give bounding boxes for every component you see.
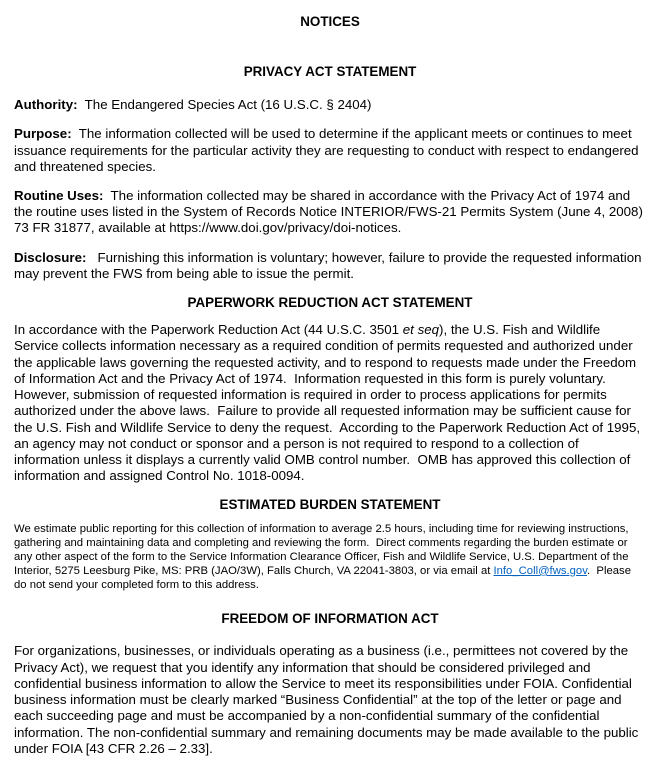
purpose-text: The information collected will be used to determine if the applicant meets or continues to meet issuance requirements for the particular activity they are requesting to conduct with respect to endangered and threatened species.	[14, 126, 643, 174]
burden-text-before-link: We estimate public reporting for this collection of information to average 2.5 hours, including time for reviewing instructions, gathering and maintaining data and completing and reviewing the form. Direct comments regarding the burden estimate or any other aspect of the form to the Service Information Clearance Officer, Fish and Wildlife Service, U.S. Department of the Interior, 5275 Leesburg Pike, MS: PRB (JAO/3W), Falls Church, VA 22041-3803, or via email at	[14, 523, 632, 577]
privacy-act-heading: PRIVACY ACT STATEMENT	[243, 64, 417, 80]
routine-uses-label: Routine Uses:	[14, 188, 104, 204]
disclosure-paragraph	[14, 250, 646, 282]
estimated-burden-paragraph	[14, 523, 646, 592]
foia-paragraph	[14, 643, 646, 757]
estimated-burden-heading: ESTIMATED BURDEN STATEMENT	[219, 497, 441, 513]
foia-text: For organizations, businesses, or individuals operating as a business (i.e., permittees not covered by the Privacy Act), we request that you identify any information that should be considered privileged and confidential business information to allow the Service to meet its responsibilities under FOIA. Confidential business information must be clearly marked “Business Confidential” at the top of the letter or page and each succeeding page and must be accompanied by a non-confidential summary of the confidential information. The non-confidential summary and remaining documents may be made available to the public under FOIA [43 CFR 2.26 – 2.33].	[14, 643, 643, 756]
routine-uses-text: The information collected may be shared in accordance with the Privacy Act of 1974 and the routine uses listed in the System of Records Notice INTERIOR/FWS-21 Permits System (June 4, 2008) 73 FR 31877, available at https://www.doi.gov/privacy/doi-notices.	[14, 188, 647, 236]
routine-uses-paragraph	[14, 188, 646, 237]
authority-paragraph	[14, 97, 646, 113]
paperwork-reduction-paragraph	[14, 322, 646, 484]
authority-label: Authority:	[14, 97, 78, 113]
purpose-label: Purpose:	[14, 126, 72, 142]
foia-heading: FREEDOM OF INFORMATION ACT	[221, 611, 439, 627]
purpose-paragraph	[14, 126, 646, 175]
page-title: NOTICES	[300, 14, 360, 29]
disclosure-text: Furnishing this information is voluntary; however, failure to provide the requested information may prevent the FWS from being able to issue the permit.	[14, 249, 646, 281]
paperwork-et-seq-italic: et seq	[402, 322, 440, 338]
paperwork-reduction-heading: PAPERWORK REDUCTION ACT STATEMENT	[187, 295, 473, 311]
burden-text-after-link: . Please do not send your completed form to this address.	[14, 564, 635, 591]
authority-text: The Endangered Species Act (16 U.S.C. § 2404)	[77, 97, 372, 113]
email-link[interactable]: Info_Coll@fws.gov	[493, 564, 588, 577]
paperwork-text-before-italic: In accordance with the Paperwork Reduction Act (44 U.S.C. 3501	[14, 322, 403, 338]
paperwork-text-after-italic: ), the U.S. Fish and Wildlife Service collects information necessary as a required condition of permits requested and authorized under the applicable laws governing the requested activity, and to respond to requests made under the Freedom of Information Act and the Privacy Act of 1974. Information requested in this form is purely voluntary. However, submission of requested information is required in order to process applications for permits authorized under the above laws. Failure to provide all requested information may be sufficient cause for the U.S. Fish and Wildlife Service to deny the request. According to the Paperwork Reduction Act of 1995, an agency may not conduct or sponsor and a person is not required to respond to a collection of information unless it displays a currently valid OMB control number. OMB has approved this collection of information and assigned Control No. 1018-0094.	[14, 322, 644, 484]
disclosure-label: Disclosure:	[14, 249, 87, 265]
